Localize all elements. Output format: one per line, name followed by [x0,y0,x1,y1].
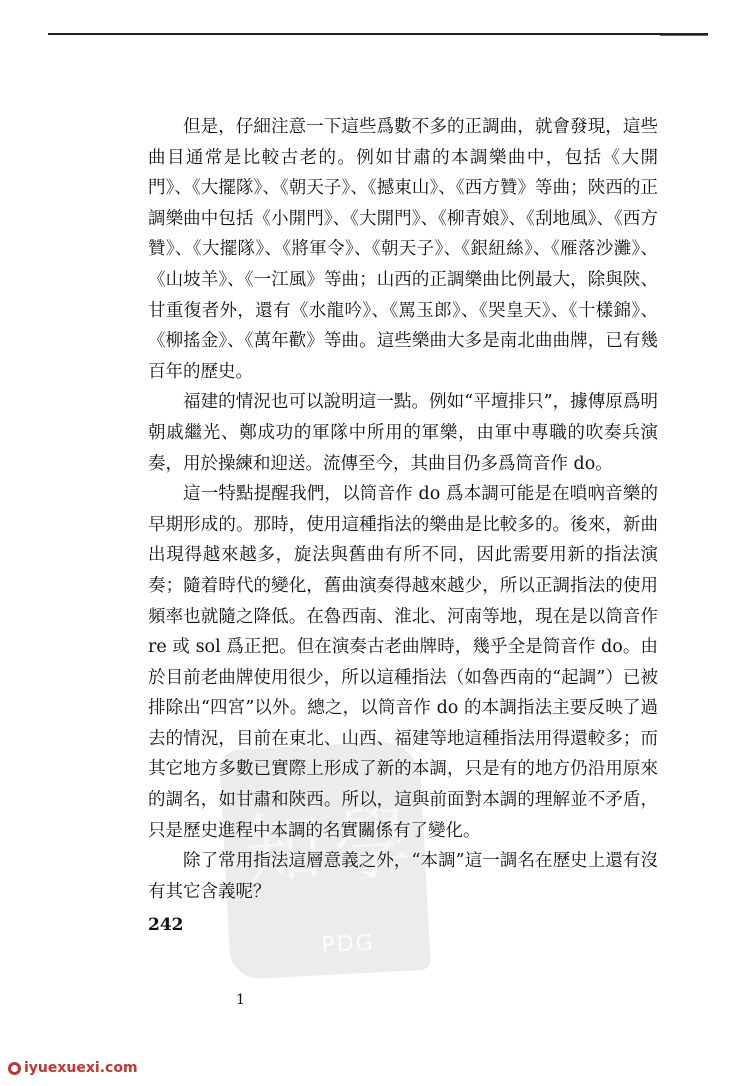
watermark-glyph-2: 學 [332,798,415,893]
header-rule [48,33,708,35]
watermark-glyph-1: 知 [242,803,325,898]
paragraph-4: 除了常用指法這層意義之外，“本調”這一調名在歷史上還有沒有其它含義呢？ [148,851,658,902]
page-number: 242 [148,915,184,935]
body-text [148,112,658,907]
site-logo[interactable] [8,1060,138,1076]
watermark-pdg: PDG [320,930,376,959]
site-logo-icon [8,1062,21,1075]
paragraph-1: 但是，仔細注意一下這些爲數不多的正調曲，就會發現，這些曲目通常是比較古老的。例如甘肅的本調樂曲中，包括《大開門》、《大擺隊》、《朝天子》、《撼東山》、《西方贊》等曲；陝西的正調樂曲中包括《小開門》、《大開門》、《柳青娘》、《刮地風》、《西方贊》、《大擺隊》、《將軍令》、《朝天子》、《銀紐絲》、《雁落沙灘》、《山坡羊》、《一江風》等曲；山西的正調樂曲比例最大，除與陝、甘重復者外，還有《水龍吟》、《罵玉郎》、《哭皇天》、《十樣錦》、《柳搖金》、《萬年歡》等曲。這些樂曲大多是南北曲曲牌，已有幾百年的歷史。 [148,117,658,382]
paragraph-2: 福建的情況也可以說明這一點。例如“平壇排只”，據傳原爲明朝戚繼光、鄭成功的軍隊中所用的軍樂，由軍中專職的吹奏兵演奏，用於操練和迎送。流傳至今，其曲目仍多爲筒音作 do。 [148,392,658,474]
paragraph-3: 這一特點提醒我們，以筒音作 do 爲本調可能是在嗩吶音樂的早期形成的。那時，使用這種指法的樂曲是比較多的。後來，新曲出現得越來越多，旋法與舊曲有所不同，因此需要用新的指法演奏；隨着時代的變化，舊曲演奏得越來越少，所以正調指法的使用頻率也就隨之降低。在魯西南、淮北、河南等地，現在是以筒音作 re 或 sol 爲正把。但在演奏古老曲牌時，幾乎全是筒音作 do。由於目前老曲牌使用很少，所以這種指法（如魯西南的“起調”）已被排除出“四宮”以外。總之，以筒音作 do 的本調指法主要反映了過去的情況，目前在東北、山西、福建等地這種指法用得還較多；而其它地方多數已實際上形成了新的本調，只是有的地方仍沿用原來的調名，如甘肅和陝西。所以，這與前面對本調的理解並不矛盾，只是歷史進程中本調的名實關係有了變化。 [148,484,658,841]
footer-mark: 1 [236,992,245,1008]
site-logo-text: iyuexuexi.com [24,1060,138,1076]
header-rule-tail [660,35,708,36]
